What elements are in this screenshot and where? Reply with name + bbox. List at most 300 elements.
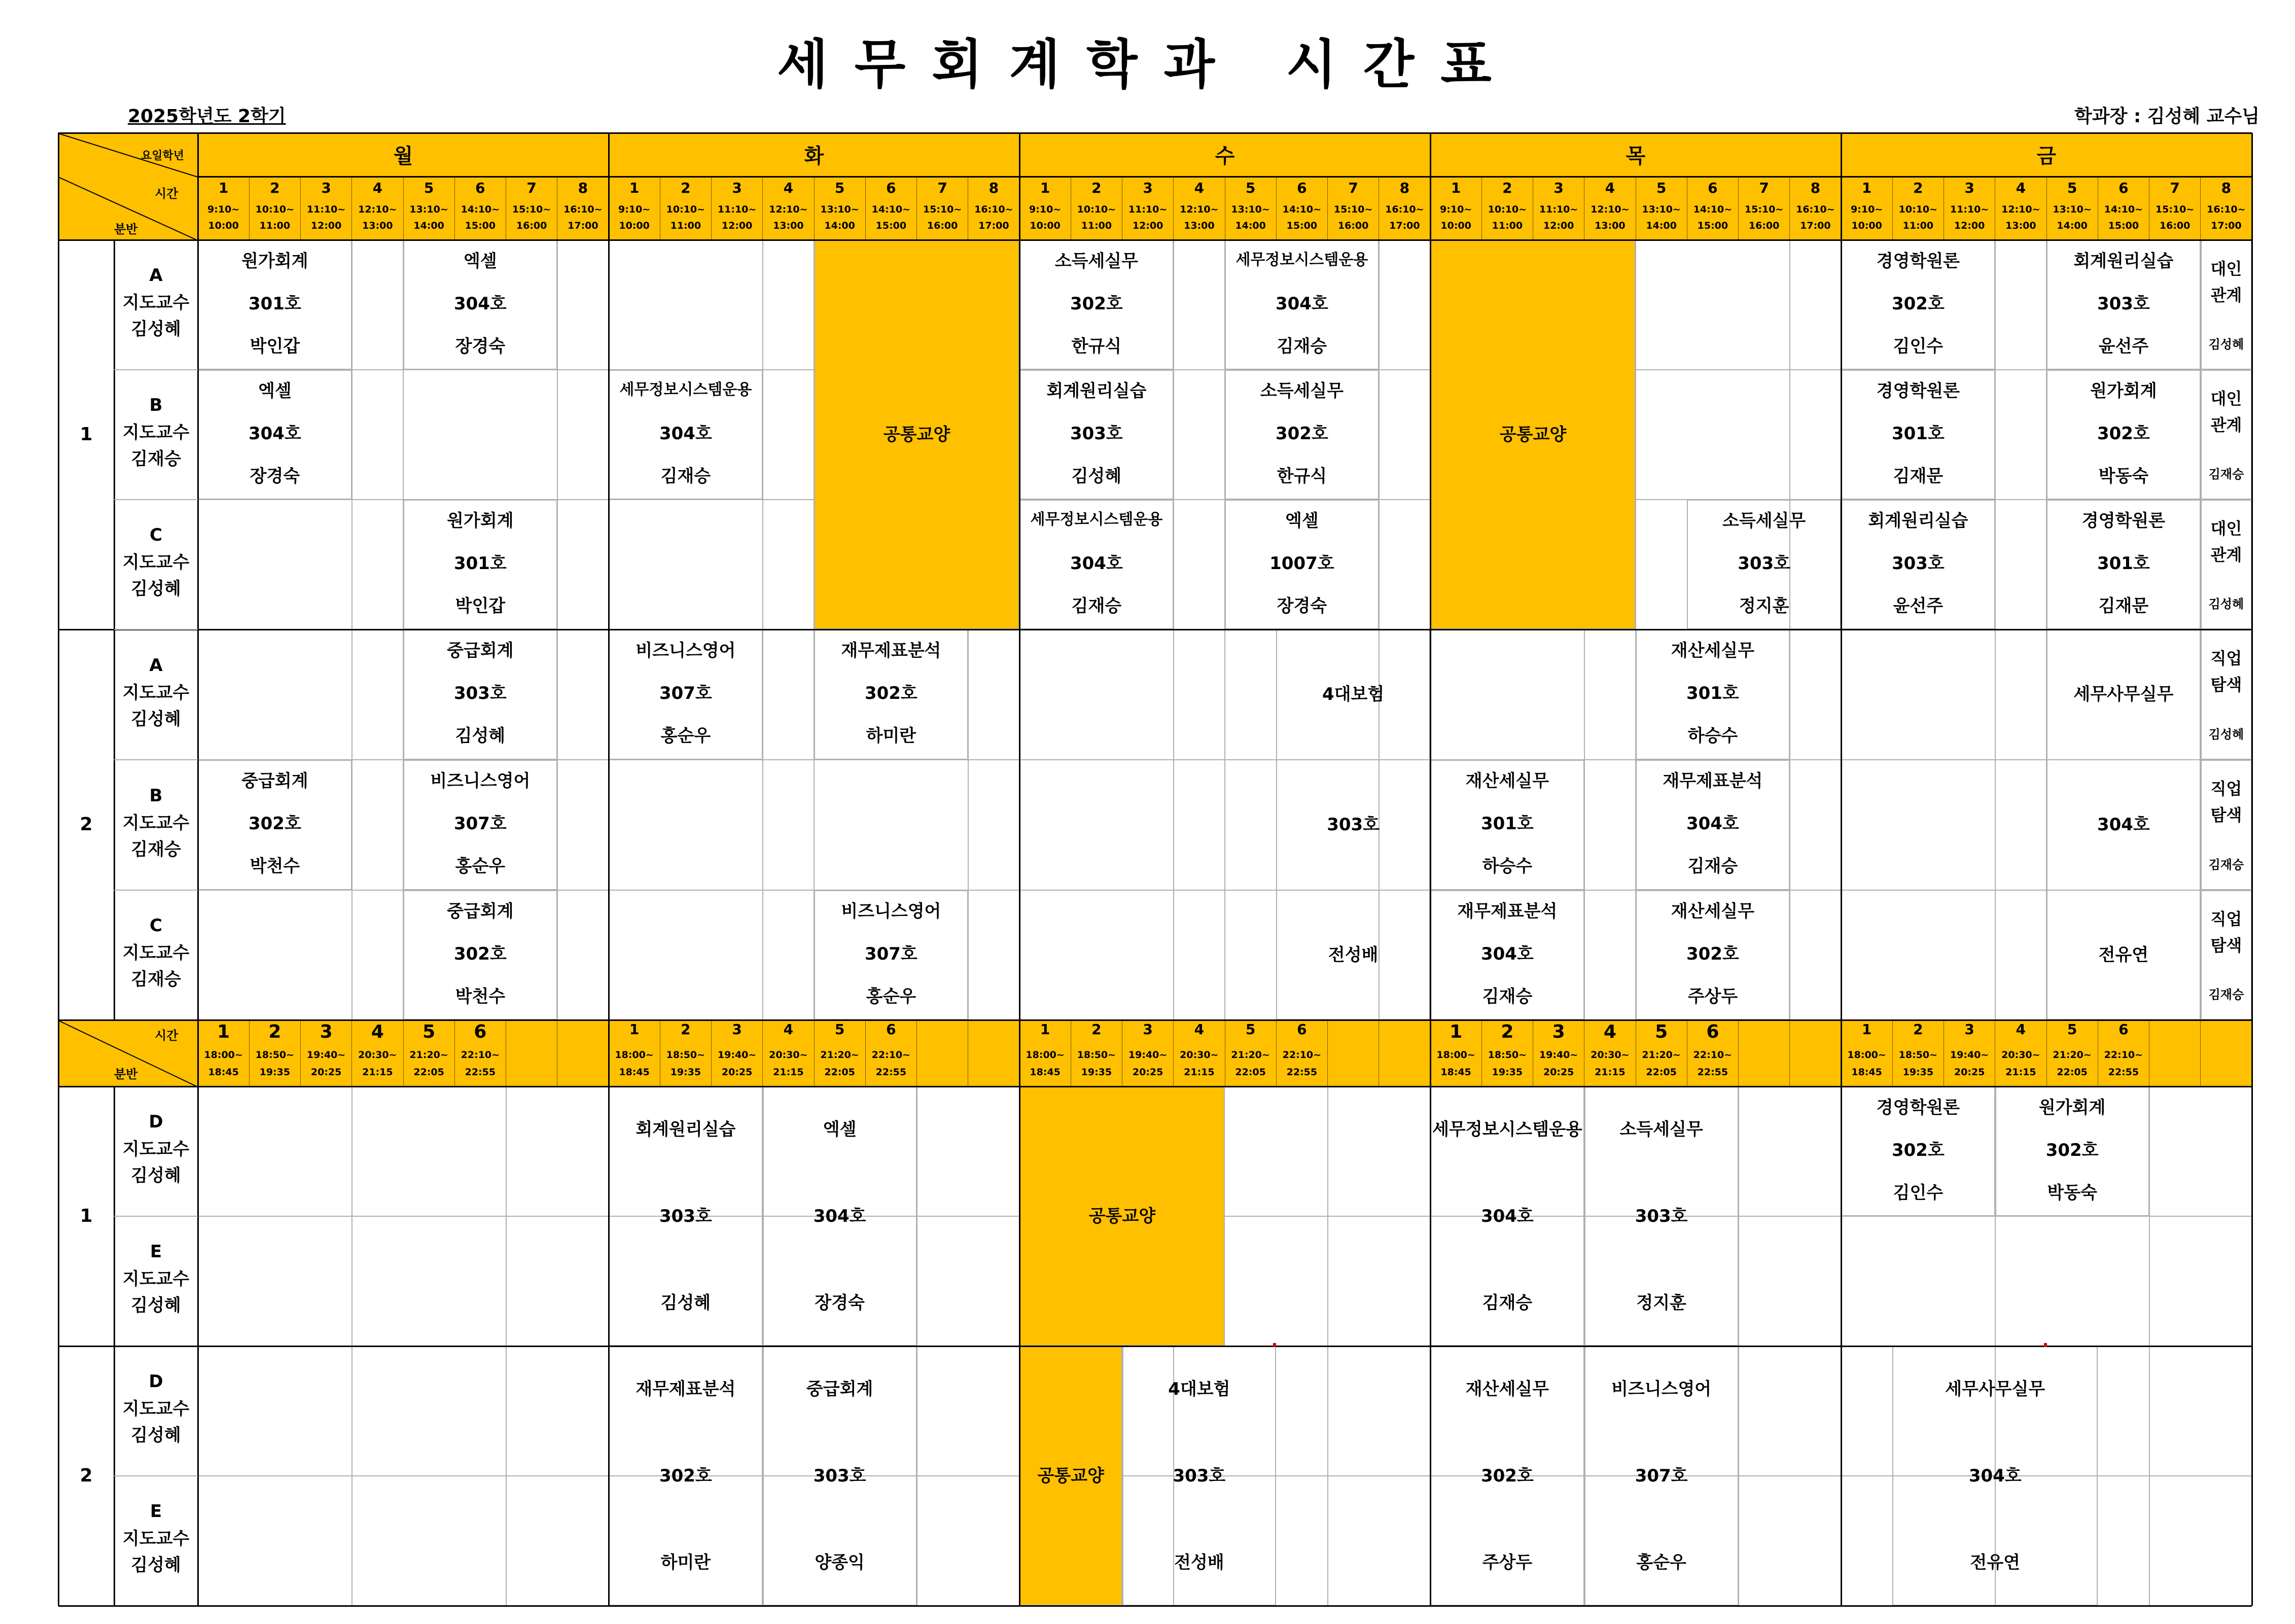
day-class-block xyxy=(1276,629,1430,1020)
period-end-time: 21:15 xyxy=(2005,1067,2036,1078)
period-start-time: 18:00~ xyxy=(1436,1049,1475,1061)
header-period-divider xyxy=(2200,176,2201,240)
course-name: 4대보험 xyxy=(1322,684,1385,705)
period-end-time: 20:25 xyxy=(1543,1067,1574,1078)
night-period-header xyxy=(1122,1020,1174,1086)
period-start-time: 21:20~ xyxy=(409,1049,448,1061)
professor-name: 주상두 xyxy=(1687,986,1738,1007)
section-code: B xyxy=(149,785,163,806)
advisor-name: 김성혜 xyxy=(131,319,181,339)
corner-section-label: 분반 xyxy=(114,222,138,236)
period-number: 4 xyxy=(372,180,383,196)
room-number: 307호 xyxy=(1635,1466,1688,1486)
night-period-header xyxy=(198,1020,249,1086)
advisor-label: 지도교수 xyxy=(122,1139,190,1159)
professor-name: 김재승 xyxy=(2208,467,2244,481)
day-grade-1 xyxy=(58,240,114,629)
period-header xyxy=(763,176,814,240)
period-header xyxy=(1276,176,1327,240)
night-grade-2 xyxy=(58,1346,114,1606)
period-start-time: 15:10~ xyxy=(923,204,962,215)
period-start-time: 22:10~ xyxy=(1282,1049,1322,1061)
period-number: 5 xyxy=(2067,180,2077,196)
header-period-divider xyxy=(1892,176,1893,240)
period-start-time: 10:10~ xyxy=(1898,204,1938,215)
period-start-time: 20:30~ xyxy=(2001,1049,2040,1061)
period-header xyxy=(1019,176,1071,240)
period-end-time: 14:00 xyxy=(2057,220,2088,231)
night-period-header xyxy=(609,1020,660,1086)
night-period-header xyxy=(865,1020,916,1086)
professor-name: 윤선주 xyxy=(2098,336,2149,357)
course-name: 비즈니스영어 xyxy=(635,641,736,661)
period-end-time: 11:00 xyxy=(259,220,291,231)
advisor-label: 지도교수 xyxy=(122,422,190,443)
professor-name: 박천수 xyxy=(455,986,506,1007)
header-period-divider xyxy=(1738,1020,1739,1086)
room-number: 304호 xyxy=(813,1206,866,1226)
course-name: 공통교양 xyxy=(883,425,950,445)
period-number: 1 xyxy=(1861,1021,1872,1038)
period-start-time: 22:10~ xyxy=(461,1049,500,1061)
period-number: 6 xyxy=(475,180,485,196)
professor-name: 홍순우 xyxy=(1636,1552,1686,1573)
period-start-time: 10:10~ xyxy=(1077,204,1116,215)
day-class-block xyxy=(1636,890,1790,1020)
period-number: 3 xyxy=(1143,1021,1153,1038)
professor-name: 전성배 xyxy=(1328,944,1379,965)
period-start-time: 18:50~ xyxy=(1898,1049,1938,1061)
header-period-divider xyxy=(2046,1020,2047,1086)
period-number: 3 xyxy=(1143,180,1153,196)
course-name-line2: 관계 xyxy=(2210,545,2242,564)
period-end-time: 16:00 xyxy=(516,220,547,231)
day-header-4 xyxy=(1430,133,1841,176)
night-class-block xyxy=(1430,1346,1584,1606)
header-period-divider xyxy=(865,176,866,240)
course-name: 엑셀 xyxy=(1285,511,1319,531)
day-class-block xyxy=(2046,240,2201,370)
day-header-5 xyxy=(1841,133,2252,176)
period-number: 5 xyxy=(422,1021,436,1042)
period-start-time: 13:10~ xyxy=(1231,204,1270,215)
period-end-time: 17:00 xyxy=(1800,220,1831,231)
professor-name: 김재문 xyxy=(1893,466,1944,486)
night-period-header xyxy=(1019,1020,1071,1086)
period-number: 7 xyxy=(1348,180,1358,196)
grade-number: 2 xyxy=(80,814,93,835)
period-start-time: 12:10~ xyxy=(2001,204,2040,215)
period-header xyxy=(1687,176,1738,240)
room-number: 301호 xyxy=(248,294,301,314)
room-number: 303호 xyxy=(453,683,507,703)
course-name: 세무사무실무 xyxy=(1945,1379,2045,1400)
header-period-divider xyxy=(1173,176,1174,240)
period-number: 6 xyxy=(886,1021,896,1038)
advisor-label: 지도교수 xyxy=(122,1529,190,1549)
period-number: 7 xyxy=(937,180,947,196)
header-period-divider xyxy=(865,1020,866,1086)
period-number: 2 xyxy=(1091,180,1102,196)
section-divider-line xyxy=(114,369,198,370)
header-period-divider xyxy=(916,176,917,240)
period-start-time: 11:10~ xyxy=(1950,204,1989,215)
day-class-block xyxy=(1019,370,1174,500)
day-class-block xyxy=(403,500,557,629)
period-end-time: 15:00 xyxy=(875,220,907,231)
period-end-time: 22:05 xyxy=(1235,1067,1266,1078)
course-name-line1: 직업 xyxy=(2210,649,2242,668)
corner-day-grade-label: 요일학년 xyxy=(141,150,185,162)
professor-name: 장경숙 xyxy=(250,466,300,486)
period-number: 2 xyxy=(1501,1021,1514,1042)
day-name: 수 xyxy=(1215,145,1235,168)
night-period-header xyxy=(1225,1020,1276,1086)
period-end-time: 14:00 xyxy=(824,220,855,231)
course-name: 공통교양 xyxy=(1088,1206,1156,1226)
period-header xyxy=(1122,176,1174,240)
period-number: 6 xyxy=(2119,1021,2129,1038)
night-period-header xyxy=(2046,1020,2098,1086)
period-number: 8 xyxy=(2221,180,2232,196)
room-number: 304호 xyxy=(1480,944,1534,964)
course-name: 재산세실무 xyxy=(1671,641,1754,661)
period-number: 3 xyxy=(732,180,742,196)
period-start-time: 20:30~ xyxy=(1591,1049,1630,1061)
period-start-time: 15:10~ xyxy=(512,204,551,215)
section-code: A xyxy=(149,265,163,286)
night-period-header xyxy=(1430,1020,1481,1086)
section-code: C xyxy=(150,525,162,545)
header-period-divider xyxy=(249,176,250,240)
header-period-divider xyxy=(814,176,815,240)
advisor-label: 지도교수 xyxy=(122,1399,190,1419)
room-number: 303호 xyxy=(2097,294,2150,314)
period-start-time: 18:00~ xyxy=(1847,1049,1886,1061)
day-class-block xyxy=(403,629,557,760)
grade-number: 1 xyxy=(80,1206,93,1226)
professor-name: 전유연 xyxy=(1970,1552,2021,1573)
period-start-time: 9:10~ xyxy=(618,204,651,215)
course-name-line2: 탐색 xyxy=(2210,805,2242,825)
night-period-header xyxy=(301,1020,352,1086)
frame-line xyxy=(197,133,199,1606)
night-class-block xyxy=(609,1346,763,1606)
period-header xyxy=(968,176,1019,240)
period-start-time: 20:30~ xyxy=(769,1049,808,1061)
night-class-block xyxy=(1584,1346,1739,1606)
frame-line xyxy=(198,176,2252,178)
header-period-divider xyxy=(351,1020,352,1086)
course-name: 비즈니스영어 xyxy=(1611,1379,1712,1400)
professor-name: 김성혜 xyxy=(660,1292,711,1313)
header-period-divider xyxy=(1481,1020,1482,1086)
period-start-time: 13:10~ xyxy=(1642,204,1681,215)
period-number: 4 xyxy=(2016,180,2026,196)
period-end-time: 15:00 xyxy=(465,220,496,231)
frame-line xyxy=(58,1605,2252,1607)
period-end-time: 20:25 xyxy=(310,1067,342,1078)
professor-name: 장경숙 xyxy=(455,336,506,357)
section-divider-line xyxy=(114,759,198,760)
room-number: 304호 xyxy=(1686,814,1739,834)
professor-name: 윤선주 xyxy=(1893,596,1944,616)
period-start-time: 21:20~ xyxy=(1231,1049,1270,1061)
night-class-block xyxy=(1995,1086,2149,1216)
night-period-header xyxy=(1687,1020,1738,1086)
day-class-block xyxy=(2046,500,2201,629)
night-period-header xyxy=(1892,1020,1944,1086)
course-name: 중급회계 xyxy=(806,1379,873,1400)
period-header xyxy=(1225,176,1276,240)
advisor-name: 김성혜 xyxy=(131,709,181,729)
frame-line xyxy=(58,239,2252,241)
period-start-time: 20:30~ xyxy=(1180,1049,1219,1061)
period-number: 4 xyxy=(783,1021,794,1038)
header-period-divider xyxy=(454,1020,455,1086)
room-number: 304호 xyxy=(2097,815,2150,835)
period-start-time: 18:50~ xyxy=(1077,1049,1116,1061)
header-period-divider xyxy=(1276,1020,1277,1086)
period-end-time: 11:00 xyxy=(1492,220,1523,231)
period-start-time: 16:10~ xyxy=(1796,204,1835,215)
course-name: 공통교양 xyxy=(1499,425,1567,445)
night-class-block xyxy=(1584,1086,1739,1346)
course-name: 엑셀 xyxy=(258,381,292,401)
day-class-block xyxy=(1430,760,1584,890)
frame-line xyxy=(58,1346,2252,1347)
course-name: 중급회계 xyxy=(241,771,308,791)
period-number: 7 xyxy=(2170,180,2180,196)
period-end-time: 10:00 xyxy=(1851,220,1882,231)
course-name-line1: 대인 xyxy=(2210,389,2242,408)
course-name: 재산세실무 xyxy=(1465,771,1549,791)
period-end-time: 13:00 xyxy=(773,220,804,231)
header-period-divider xyxy=(249,1020,250,1086)
room-number: 1007호 xyxy=(1269,553,1334,574)
room-number: 302호 xyxy=(1891,1140,1945,1160)
period-number: 5 xyxy=(834,180,845,196)
night-class-block xyxy=(1892,1346,2098,1606)
professor-name: 김재승 xyxy=(1687,856,1738,876)
course-name: 재무제표분석 xyxy=(635,1379,736,1400)
period-end-time: 22:55 xyxy=(875,1067,907,1078)
period-end-time: 15:00 xyxy=(2108,220,2139,231)
corner-section-label: 분반 xyxy=(114,1067,138,1081)
section-divider-line xyxy=(114,890,198,891)
period-end-time: 18:45 xyxy=(1851,1067,1882,1078)
period-number: 5 xyxy=(1655,1021,1668,1042)
room-number: 304호 xyxy=(453,294,507,314)
header-period-divider xyxy=(300,1020,301,1086)
room-number: 307호 xyxy=(453,814,507,834)
period-number: 3 xyxy=(1553,180,1564,196)
room-number: 302호 xyxy=(2097,423,2150,444)
header-period-divider xyxy=(1327,1020,1328,1086)
course-name: 세무정보시스템운용 xyxy=(1235,251,1368,269)
course-name: 재무제표분석 xyxy=(841,641,941,661)
period-start-time: 19:40~ xyxy=(1128,1049,1168,1061)
room-number: 304호 xyxy=(1070,553,1123,574)
day-name: 화 xyxy=(804,145,824,168)
period-start-time: 13:10~ xyxy=(409,204,448,215)
professor-name: 김성혜 xyxy=(455,726,506,746)
period-number: 5 xyxy=(1245,1021,1256,1038)
period-start-time: 22:10~ xyxy=(2104,1049,2143,1061)
course-name: 경영학원론 xyxy=(1876,251,1960,271)
day-boundary-line xyxy=(1841,133,1842,1606)
day-class-block xyxy=(609,629,763,760)
period-header xyxy=(1430,176,1481,240)
period-end-time: 22:55 xyxy=(2108,1067,2139,1078)
period-number: 2 xyxy=(1502,180,1512,196)
course-name: 비즈니스영어 xyxy=(430,771,531,791)
period-end-time: 16:00 xyxy=(1748,220,1780,231)
period-number: 6 xyxy=(474,1021,487,1042)
period-end-time: 18:45 xyxy=(1440,1067,1471,1078)
day-class-block xyxy=(198,240,352,370)
room-number: 304호 xyxy=(1275,294,1328,314)
period-end-time: 22:05 xyxy=(824,1067,855,1078)
day-class-block xyxy=(1841,240,1995,370)
night-period-header xyxy=(1584,1020,1636,1086)
period-header xyxy=(2201,176,2252,240)
period-end-time: 10:00 xyxy=(1030,220,1061,231)
period-start-time: 11:10~ xyxy=(1128,204,1168,215)
day-section-2C xyxy=(114,890,198,1020)
advisor-name: 김성혜 xyxy=(131,1555,181,1575)
period-start-time: 18:00~ xyxy=(1026,1049,1065,1061)
period-number: 4 xyxy=(1194,180,1205,196)
period-number: 4 xyxy=(2016,1021,2026,1038)
period-start-time: 19:40~ xyxy=(717,1049,757,1061)
period-number: 4 xyxy=(783,180,794,196)
period-start-time: 14:10~ xyxy=(871,204,911,215)
period-end-time: 22:05 xyxy=(2057,1067,2088,1078)
period-number: 6 xyxy=(2119,180,2129,196)
room-number: 302호 xyxy=(2045,1140,2099,1160)
professor-name: 홍순우 xyxy=(660,726,711,746)
header-period-divider xyxy=(1738,176,1739,240)
period-end-time: 14:00 xyxy=(1235,220,1266,231)
professor-name: 주상두 xyxy=(1482,1552,1533,1573)
course-name: 원가회계 xyxy=(2038,1098,2106,1118)
header-period-divider xyxy=(1789,1020,1790,1086)
period-end-time: 10:00 xyxy=(208,220,239,231)
day-header-2 xyxy=(609,133,1019,176)
period-number: 1 xyxy=(1451,180,1461,196)
period-end-time: 12:00 xyxy=(1543,220,1574,231)
night-period-header xyxy=(1533,1020,1584,1086)
day-class-block xyxy=(2201,890,2252,1020)
common-liberal-arts-block xyxy=(1019,1346,1122,1606)
period-number: 3 xyxy=(1964,180,1974,196)
day-class-block xyxy=(2201,760,2252,890)
section-code: B xyxy=(149,395,163,415)
period-end-time: 12:00 xyxy=(310,220,342,231)
red-cell-marker xyxy=(1273,1343,1276,1347)
period-header xyxy=(865,176,916,240)
course-name: 원가회계 xyxy=(241,251,308,271)
period-end-time: 13:00 xyxy=(1184,220,1215,231)
room-number: 302호 xyxy=(659,1466,712,1486)
period-start-time: 19:40~ xyxy=(306,1049,346,1061)
period-header xyxy=(454,176,506,240)
section-divider-line xyxy=(114,1216,198,1217)
semester-label: 2025학년도 2학기 xyxy=(128,106,286,127)
professor-name: 김재승 xyxy=(1277,336,1327,357)
section-code: D xyxy=(149,1371,163,1392)
header-period-divider xyxy=(711,176,712,240)
day-grade-2 xyxy=(58,629,114,1020)
period-end-time: 12:00 xyxy=(721,220,753,231)
period-start-time: 16:10~ xyxy=(563,204,603,215)
period-header xyxy=(1533,176,1584,240)
period-number: 5 xyxy=(1656,180,1667,196)
course-name-line2: 탐색 xyxy=(2210,936,2242,955)
period-header xyxy=(917,176,968,240)
period-end-time: 11:00 xyxy=(670,220,701,231)
professor-name: 김재승 xyxy=(1071,596,1122,616)
professor-name: 정지훈 xyxy=(1739,596,1789,616)
period-number: 6 xyxy=(1297,1021,1307,1038)
header-period-divider xyxy=(814,1020,815,1086)
period-start-time: 15:10~ xyxy=(2155,204,2195,215)
room-number: 301호 xyxy=(1686,683,1739,703)
period-header xyxy=(2149,176,2201,240)
professor-name: 김재승 xyxy=(1482,1292,1533,1313)
room-number: 303호 xyxy=(813,1466,866,1486)
day-section-1B xyxy=(114,370,198,500)
period-end-time: 20:25 xyxy=(1132,1067,1163,1078)
day-class-block xyxy=(1430,890,1584,1020)
room-number: 303호 xyxy=(1070,423,1123,444)
professor-name: 김인수 xyxy=(1893,1183,1944,1203)
period-end-time: 14:00 xyxy=(1646,220,1677,231)
period-start-time: 13:10~ xyxy=(820,204,859,215)
period-number: 1 xyxy=(218,180,229,196)
room-number: 302호 xyxy=(1891,294,1945,314)
period-start-time: 19:40~ xyxy=(1950,1049,1989,1061)
period-end-time: 11:00 xyxy=(1081,220,1112,231)
advisor-name: 김재승 xyxy=(131,969,181,990)
period-start-time: 20:30~ xyxy=(358,1049,397,1061)
period-start-time: 22:10~ xyxy=(871,1049,911,1061)
frame-line xyxy=(58,1086,2252,1087)
period-start-time: 14:10~ xyxy=(1693,204,1733,215)
room-number: 302호 xyxy=(248,814,301,834)
period-start-time: 18:50~ xyxy=(255,1049,295,1061)
advisor-name: 김성혜 xyxy=(131,1166,181,1186)
day-class-block xyxy=(1636,760,1790,890)
corner-time-label: 시간 xyxy=(155,1029,179,1043)
course-name: 비즈니스영어 xyxy=(841,901,941,922)
room-number: 303호 xyxy=(659,1206,712,1226)
section-code: A xyxy=(149,655,163,676)
room-number: 302호 xyxy=(1480,1466,1534,1486)
room-number: 302호 xyxy=(1275,423,1328,444)
period-end-time: 16:00 xyxy=(927,220,958,231)
section-code: D xyxy=(149,1112,163,1132)
period-start-time: 12:10~ xyxy=(1591,204,1630,215)
period-end-time: 21:15 xyxy=(1595,1067,1626,1078)
day-name: 월 xyxy=(393,145,413,168)
frame-line xyxy=(114,240,115,1020)
period-start-time: 18:00~ xyxy=(615,1049,654,1061)
course-name: 중급회계 xyxy=(447,901,514,922)
period-end-time: 15:00 xyxy=(1286,220,1318,231)
advisor-name: 김재승 xyxy=(131,839,181,860)
